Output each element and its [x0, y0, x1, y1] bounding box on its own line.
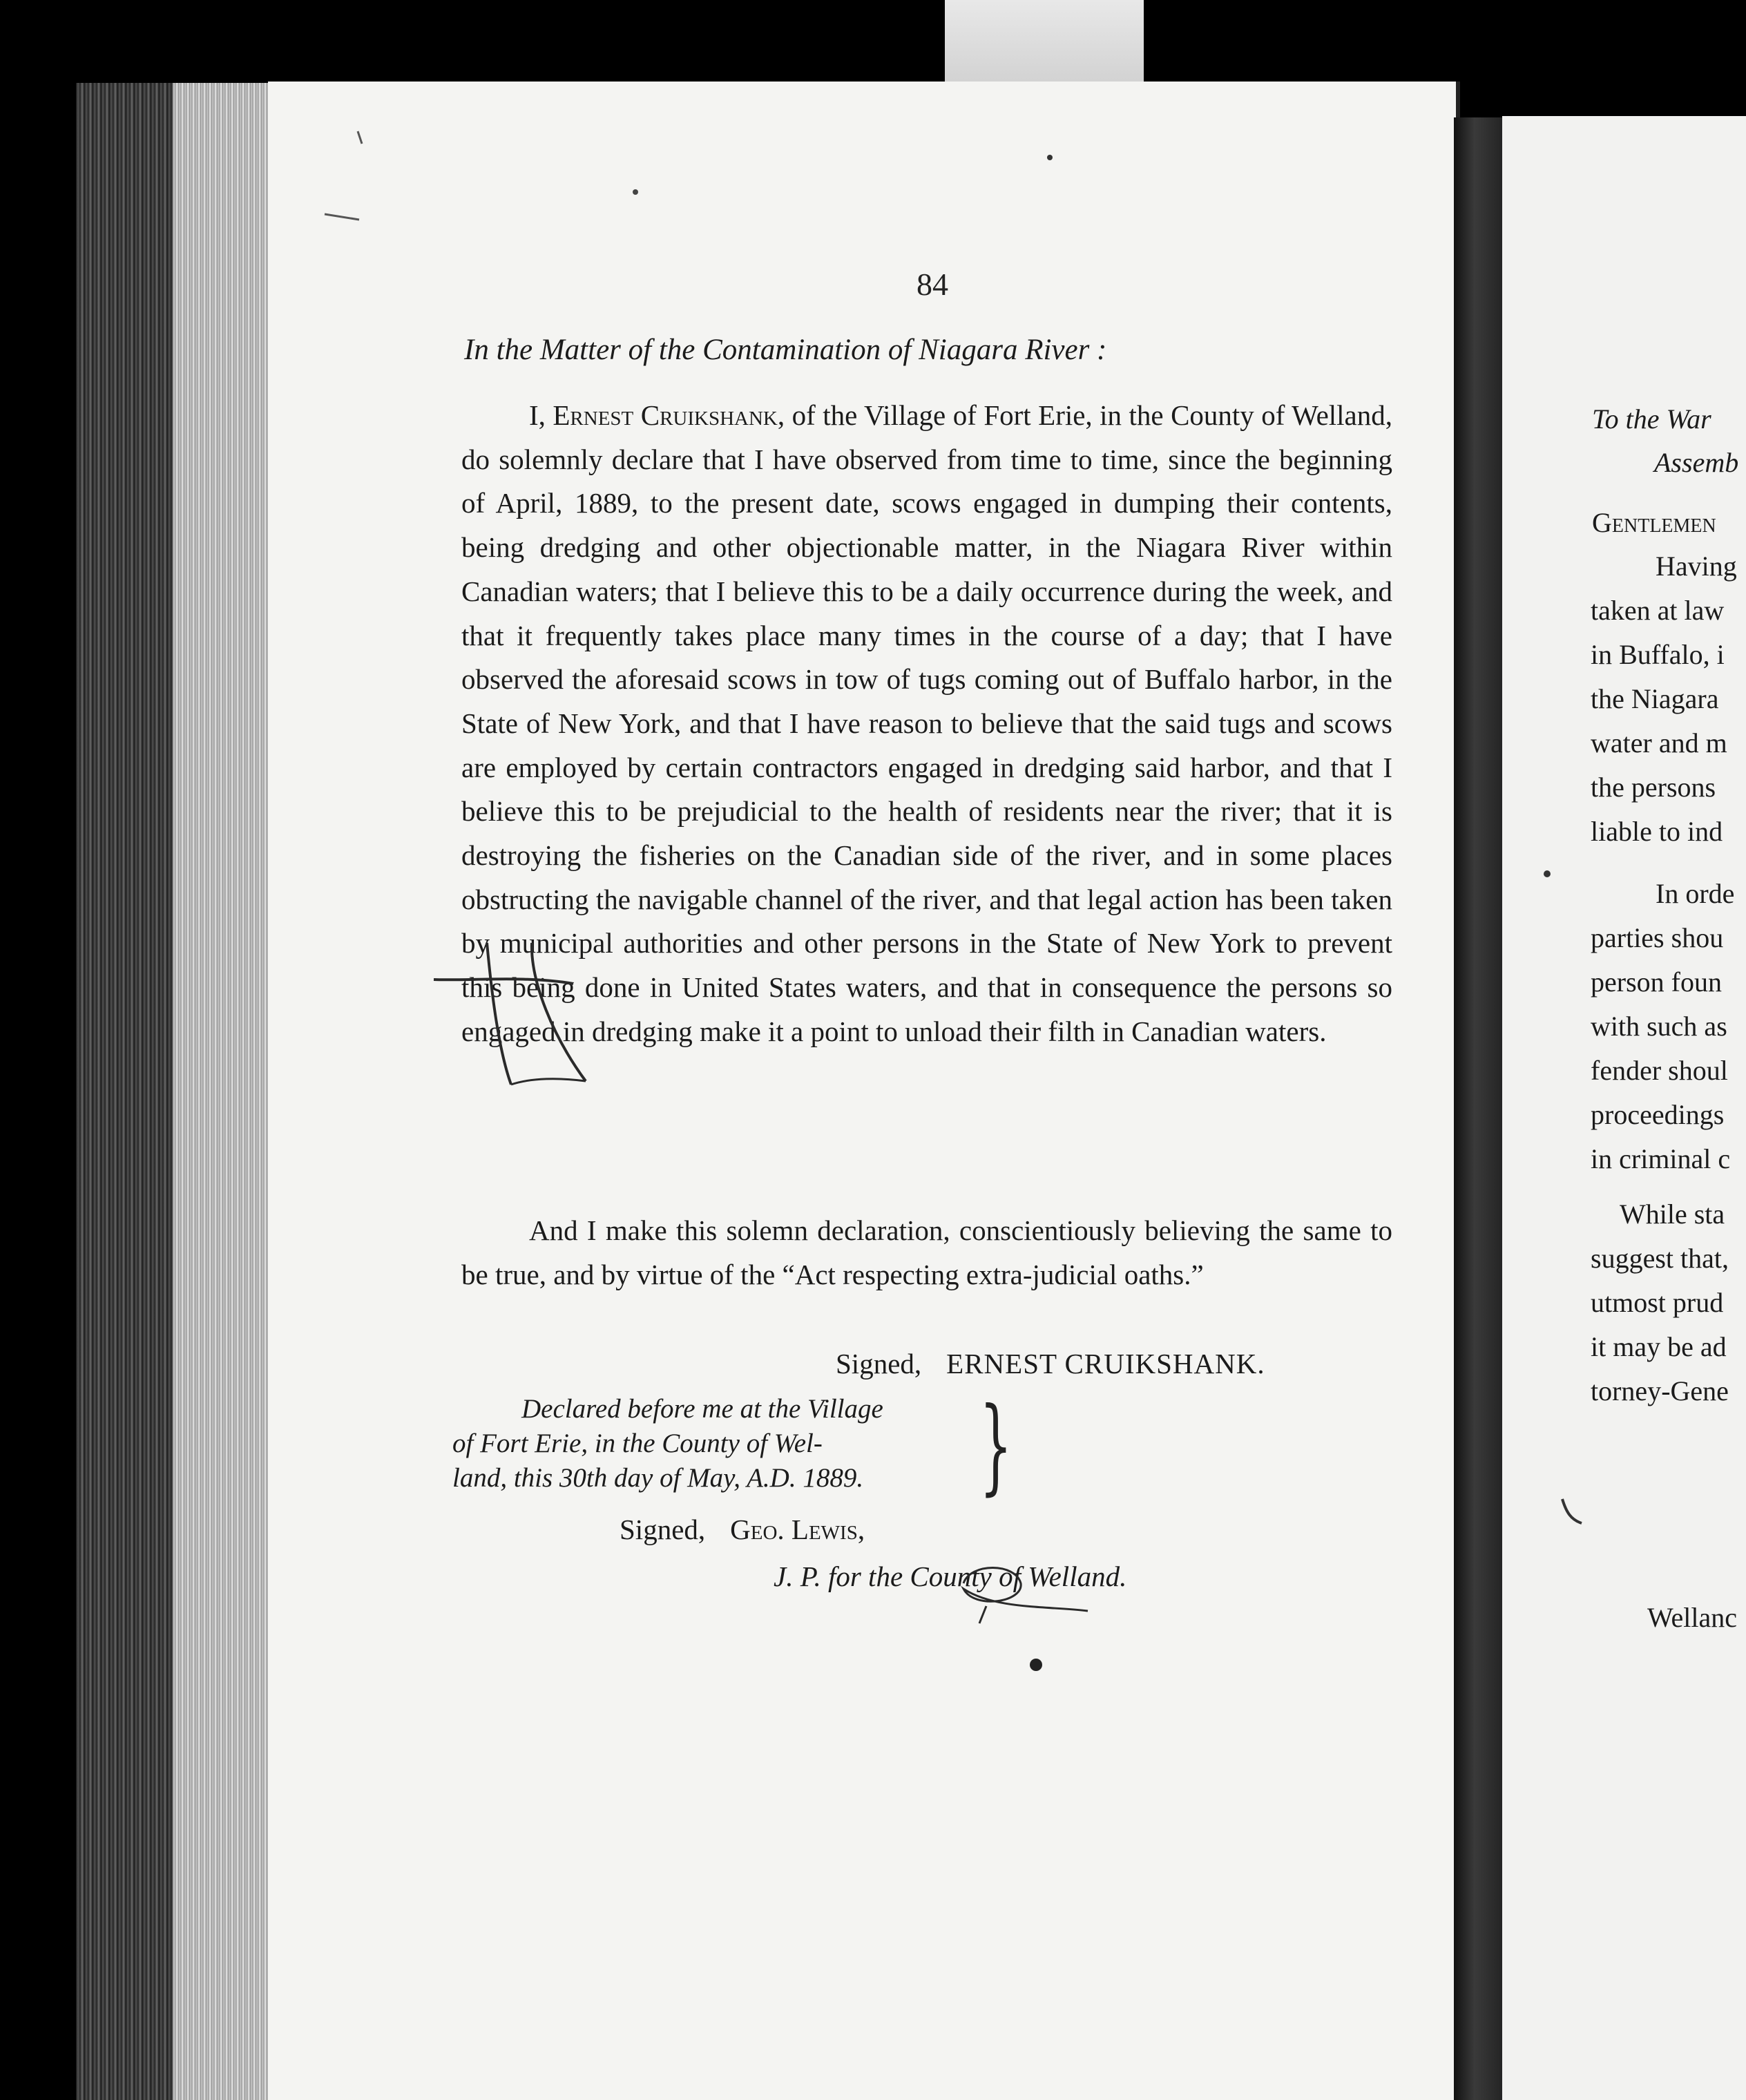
- declarant-name: Ernest Cruikshank,: [553, 399, 785, 431]
- signed-label: Signed,: [620, 1514, 706, 1545]
- page-heading: In the Matter of the Contamination of Niagara River :: [464, 334, 1107, 366]
- right-page-line: person foun: [1591, 966, 1722, 998]
- right-page-line: the Niagara: [1591, 683, 1719, 714]
- right-page-line: the persons: [1591, 772, 1716, 803]
- right-page-line: torney-Gene: [1591, 1375, 1729, 1406]
- right-page-line: Gentlemen: [1592, 507, 1716, 538]
- book-gutter: [1454, 117, 1506, 2100]
- right-page-line: water and m: [1591, 727, 1727, 758]
- declared-line: Declared before me at the Village: [521, 1394, 883, 1424]
- jp-signature: [620, 1513, 865, 1546]
- right-page-line: To the War: [1592, 403, 1711, 435]
- right-page-line: Wellanc: [1647, 1602, 1738, 1633]
- right-page: [1502, 116, 1746, 2100]
- declarant-signature: [836, 1347, 1265, 1380]
- closing-brace: }: [979, 1386, 1013, 1506]
- right-page-line: Having: [1656, 551, 1737, 582]
- declaration-paragraph-1: [461, 394, 1392, 1054]
- jp-title: J. P. for the County of Welland.: [774, 1560, 1127, 1592]
- jp-name: Geo. Lewis,: [730, 1514, 865, 1545]
- right-page-line: suggest that,: [1591, 1243, 1729, 1274]
- right-page-line: While sta: [1620, 1199, 1725, 1230]
- signed-label: Signed,: [836, 1348, 922, 1380]
- left-page: [268, 82, 1460, 2100]
- right-page-line: utmost prud: [1591, 1287, 1724, 1318]
- right-page-line: in criminal c: [1591, 1143, 1731, 1174]
- page-number: 84: [917, 267, 948, 302]
- declared-before-block: [452, 1392, 977, 1496]
- right-page-line: it may be ad: [1591, 1331, 1727, 1362]
- page-edges-light: [173, 83, 269, 2100]
- declaration-paragraph-2: And I make this solemn declaration, conscientiously believing the same to be true, and by virtue of the “Act respecting extra-judicial oaths.”: [461, 1214, 1392, 1290]
- right-page-line: parties shou: [1591, 922, 1724, 953]
- declared-line: of Fort Erie, in the County of Wel-: [452, 1429, 823, 1458]
- right-page-line: with such as: [1591, 1011, 1727, 1042]
- right-page-line: liable to ind: [1591, 816, 1723, 847]
- declarant-signature-name: ERNEST CRUIKSHANK.: [946, 1348, 1265, 1380]
- right-page-line: in Buffalo, i: [1591, 639, 1725, 670]
- right-page-line: taken at law: [1591, 595, 1725, 626]
- right-page-line: In orde: [1656, 878, 1735, 909]
- declared-line: land, this 30th day of May, A.D. 1889.: [452, 1463, 864, 1493]
- right-page-line: fender shoul: [1591, 1055, 1728, 1086]
- declarant-prefix: I,: [529, 399, 546, 431]
- declaration-body: of the Village of Fort Erie, in the County of Welland, do solemnly declare that I have observed from time to time, since the beginning of April, 1889, to the present date, scows engaged in dumping their contents, being dredging and other objectionable matter, in the Niagara River within Canadian waters; that I believe this to be a daily occurrence during the week, and that it frequently takes place many times in the course of a day; that I have observed the aforesaid scows in tow of tugs coming out of Buffalo harbor, in the State of New York, and that I have reason to believe that the said tugs and scows are employed by certain contractors engaged in dredging said harbor, and that I believe this to be prejudicial to the health of residents near the river; that it is destroying the fisheries on the Canadian side of the river, and in some places obstructing the navigable channel of the river, and that legal action has been taken by municipal authorities and other persons in the State of New York to prevent this being done in United States waters, and that in consequence the persons so engaged in dredging make it a point to unload their filth in Canadian waters.: [461, 399, 1392, 1047]
- right-page-line: Assemb: [1654, 447, 1739, 478]
- right-page-line: proceedings: [1591, 1099, 1725, 1130]
